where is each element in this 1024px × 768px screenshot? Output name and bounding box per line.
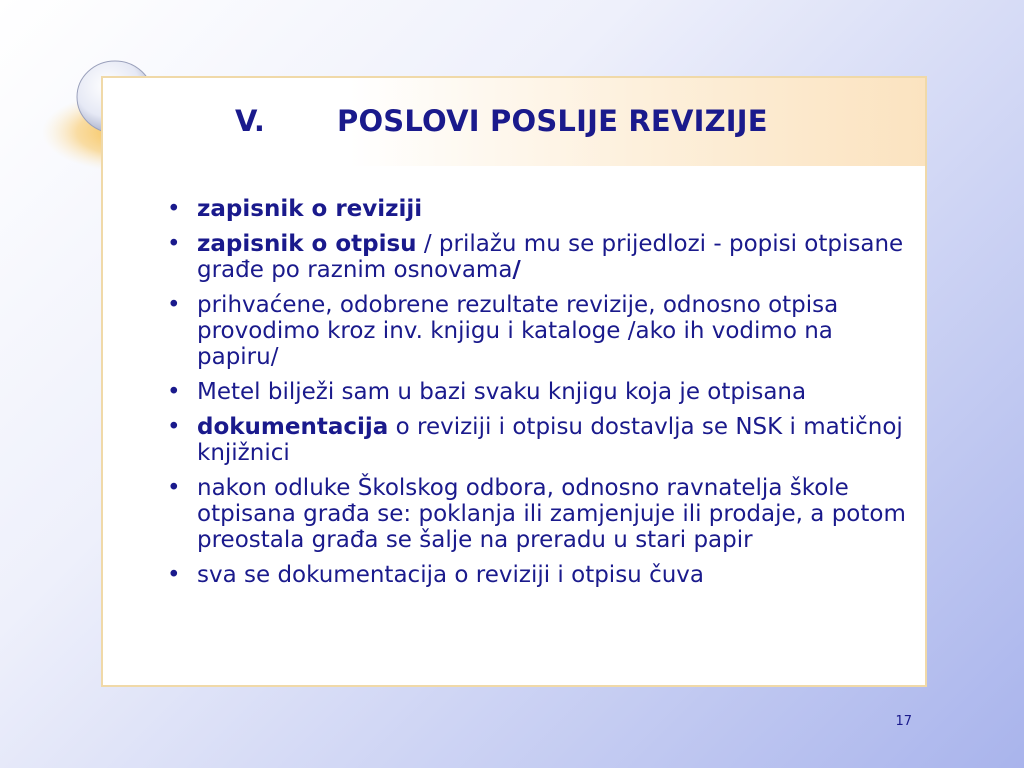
bullet-text: Metel bilježi sam u bazi svaku knjigu koja je otpisana xyxy=(197,379,807,405)
bullet-item xyxy=(167,292,907,370)
bullet-text: / prilažu mu se prijedlozi - popisi otpisane građe po raznim osnovama xyxy=(197,231,904,283)
bullet-item xyxy=(167,562,907,588)
bullet-list xyxy=(167,196,907,597)
bullet-item xyxy=(167,231,907,283)
bullet-dot: • xyxy=(167,292,181,318)
bullet-text: prihvaćene, odobrene rezultate revizije, odnosno otpisa provodimo kroz inv. knjigu i kataloge /ako ih vodimo na papiru/ xyxy=(197,292,839,370)
bullet-item xyxy=(167,414,907,466)
bullet-text: nakon odluke Školskog odbora, odnosno ravnatelja škole otpisana građa se: poklanja ili zamjenjuje ili prodaje, a potom preostala građa se šalje na preradu u stari papir xyxy=(197,475,906,553)
bullet-dot: • xyxy=(167,414,181,440)
bullet-bold-end: / xyxy=(512,257,521,283)
bullet-item xyxy=(167,379,907,405)
bullet-dot: • xyxy=(167,196,181,222)
title-number: V. xyxy=(235,104,266,138)
bullet-text: sva se dokumentacija o reviziji i otpisu čuva xyxy=(197,562,704,588)
bullet-item xyxy=(167,196,907,222)
bullet-text: o reviziji i otpisu dostavlja se NSK i matičnoj knjižnici xyxy=(197,414,903,466)
bullet-dot: • xyxy=(167,562,181,588)
bullet-bold: zapisnik o reviziji xyxy=(197,196,423,222)
content-frame xyxy=(101,76,927,687)
page-number: 17 xyxy=(895,714,912,729)
bullet-dot: • xyxy=(167,475,181,501)
bullet-dot: • xyxy=(167,379,181,405)
slide-title xyxy=(235,104,768,138)
bullet-item xyxy=(167,475,907,553)
bullet-bold: zapisnik o otpisu xyxy=(197,231,417,257)
bullet-dot: • xyxy=(167,231,181,257)
bullet-bold: dokumentacija xyxy=(197,414,389,440)
title-text: POSLOVI POSLIJE REVIZIJE xyxy=(337,104,768,138)
